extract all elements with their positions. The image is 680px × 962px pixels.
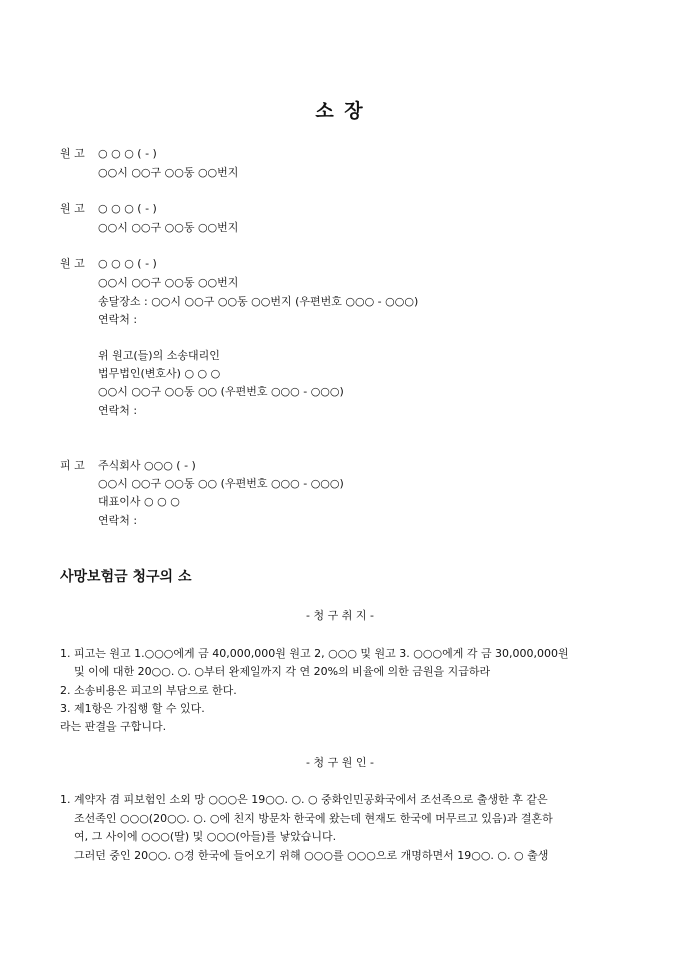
document-title: 소 장 [315,100,365,122]
defendant-contact: 연락처 : [98,514,138,527]
agent-contact: 연락처 : [98,404,138,417]
plaintiff-1-name: ○ ○ ○ ( - ) [98,147,157,160]
plaintiff-3-contact: 연락처 : [98,313,138,326]
plaintiff-3-name: ○ ○ ○ ( - ) [98,257,157,270]
plaintiff-3-label: 원 고 [60,257,85,270]
defendant-representative: 대표이사 ○ ○ ○ [98,495,180,508]
plaintiff-2-address: ○○시 ○○구 ○○동 ○○번지 [98,221,239,234]
claim-closing: 라는 판결을 구합니다. [60,720,167,733]
plaintiff-3-address: ○○시 ○○구 ○○동 ○○번지 [98,276,239,289]
cause-line-2: 조선족인 ○○○(20○○. ○. ○에 친지 방문차 한국에 왔는데 현재도 한국에 머무르고 있음)과 결혼하 [74,812,553,825]
plaintiff-1-label: 원 고 [60,147,85,160]
agent-address: ○○시 ○○구 ○○동 ○○ (우편번호 ○○○ - ○○○) [98,385,344,398]
claim-heading: - 청 구 취 지 - [306,609,374,622]
cause-line-4: 그러던 중인 20○○. ○경 한국에 들어오기 위해 ○○○를 ○○○으로 개명하면서 19○○. ○. ○ 출생 [74,849,549,862]
claim-item-3: 3. 제1항은 가집행 할 수 있다. [60,702,205,715]
plaintiff-2-name: ○ ○ ○ ( - ) [98,202,157,215]
claim-item-1-continued: 및 이에 대한 20○○. ○. ○부터 완제일까지 각 연 20%의 비율에 의한 금원을 지급하라 [74,665,491,678]
claim-item-2: 2. 소송비용은 피고의 부담으로 한다. [60,684,237,697]
plaintiff-3-service-address: 송달장소 : ○○시 ○○구 ○○동 ○○번지 (우편번호 ○○○ - ○○○) [98,295,419,308]
cause-line-1: 1. 계약자 겸 피보험인 소외 망 ○○○은 19○○. ○. ○ 중화인민공화국에서 조선족으로 출생한 후 같은 [60,793,548,806]
cause-line-3: 여, 그 사이에 ○○○(딸) 및 ○○○(아들)를 낳았습니다. [74,830,337,843]
plaintiff-2-label: 원 고 [60,202,85,215]
plaintiff-1-address: ○○시 ○○구 ○○동 ○○번지 [98,166,239,179]
agent-intro: 위 원고(들)의 소송대리인 [98,349,220,362]
claim-item-1: 1. 피고는 원고 1.○○○에게 금 40,000,000원 원고 2, ○○○ 및 원고 3. ○○○에게 각 금 30,000,000원 [60,647,569,660]
cause-heading: - 청 구 원 인 - [306,756,374,769]
case-title: 사망보험금 청구의 소 [60,569,192,585]
defendant-address: ○○시 ○○구 ○○동 ○○ (우편번호 ○○○ - ○○○) [98,477,344,490]
defendant-label: 피 고 [60,459,85,472]
defendant-name: 주식회사 ○○○ ( - ) [98,459,196,472]
agent-name: 법무법인(변호사) ○ ○ ○ [98,367,221,380]
